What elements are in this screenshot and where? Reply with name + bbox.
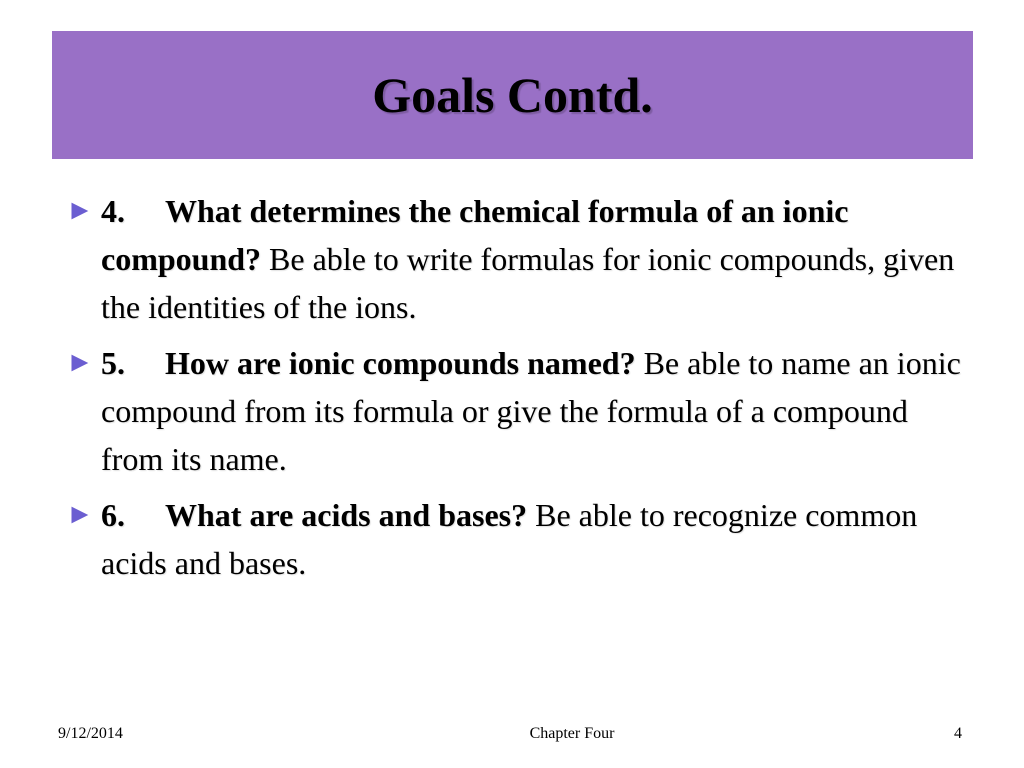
- bullet-list: [66, 187, 971, 595]
- slide-title: Goals Contd.: [372, 67, 653, 123]
- bullet-arrow-icon: ►: [66, 195, 94, 226]
- bullet-arrow-icon: ►: [66, 347, 94, 378]
- bullet-item-4: [66, 187, 971, 331]
- bullet-number: 4.: [101, 193, 125, 229]
- bullet-item-6: [66, 491, 971, 587]
- footer-chapter: Chapter Four: [529, 725, 615, 742]
- bullet-question: What determines the chemical formula of an ionic compound?: [101, 193, 849, 277]
- bullet-number: 6.: [101, 497, 125, 533]
- bullet-question: How are ionic compounds named?: [165, 345, 636, 381]
- bullet-number: 5.: [101, 345, 125, 381]
- footer-page-number: 4: [954, 725, 962, 742]
- footer-date: 9/12/2014: [58, 725, 123, 742]
- bullet-item-5: [66, 339, 971, 483]
- bullet-arrow-icon: ►: [66, 499, 94, 530]
- bullet-detail: Be able to recognize common acids and bases.: [101, 497, 918, 581]
- bullet-detail: Be able to write formulas for ionic compounds, given the identities of the ions.: [101, 241, 955, 325]
- title-bar: [52, 31, 973, 159]
- bullet-detail: Be able to name an ionic compound from its formula or give the formula of a compound from its name.: [101, 345, 961, 477]
- bullet-question: What are acids and bases?: [165, 497, 528, 533]
